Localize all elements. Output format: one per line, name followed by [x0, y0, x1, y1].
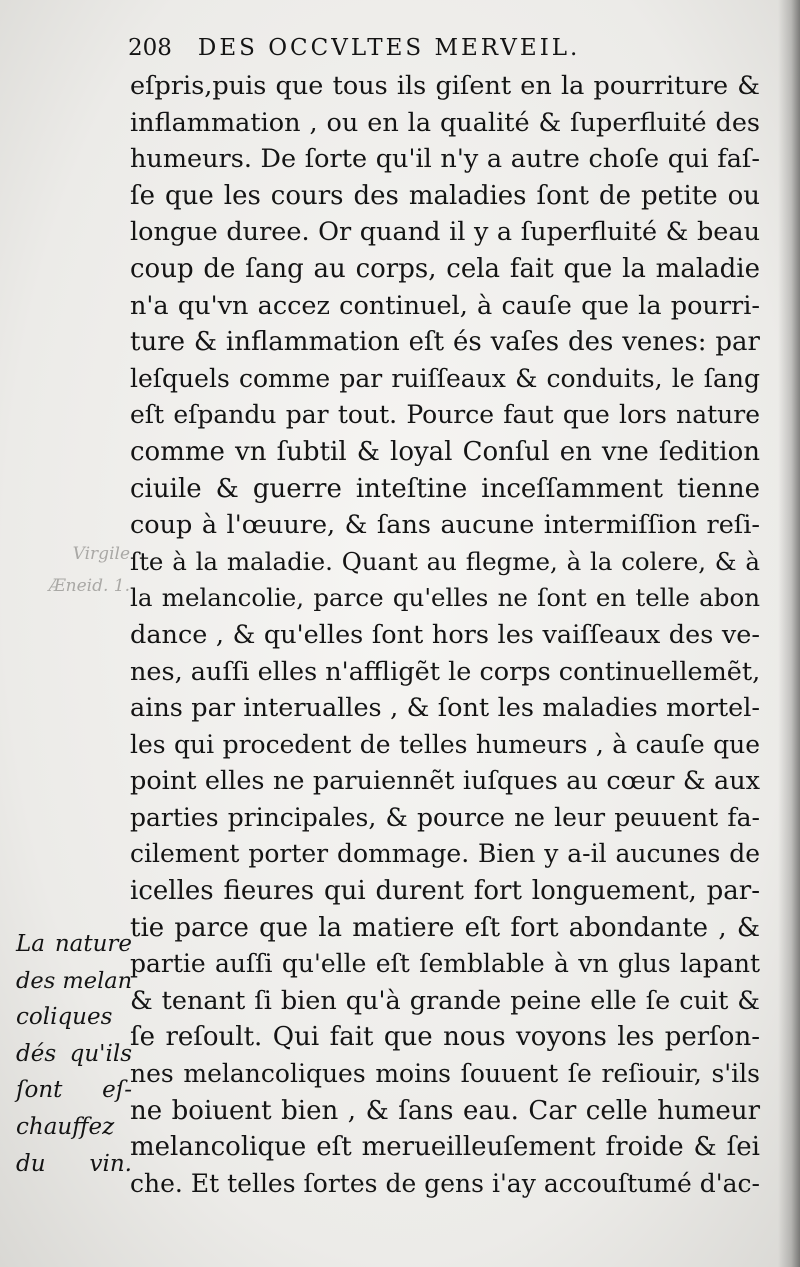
text-line: nes, auſſi elles n'affligẽt le corps continuellemẽt,	[130, 656, 761, 687]
text-line: & tenant ſi bien qu'à grande peine elle ſe cuit &	[130, 985, 760, 1016]
text-line: partie auſſi qu'elle eſt ſemblable à vn glus lapant	[130, 949, 760, 979]
bleed-line: Virgile	[72, 544, 130, 564]
text-line: tie parce que la matiere eſt fort abondante , &	[130, 912, 760, 943]
page-gutter-shadow	[778, 0, 800, 1267]
page-number: 208	[128, 35, 172, 61]
text-line: dance , & qu'elles ſont hors les vaiſſeaux des ve-	[130, 619, 760, 650]
page-header	[128, 34, 768, 62]
text-line: point elles ne paruiennẽt iuſques au cœur & aux	[130, 766, 760, 797]
text-line: ture & inflammation eſt és vaſes des venes: par	[130, 327, 760, 358]
text-line: les qui procedent de telles humeurs , à cauſe que	[130, 729, 760, 759]
marginal-line: chauffez	[16, 1113, 115, 1140]
marginal-line: du vin.	[16, 1150, 132, 1177]
text-line: ciuile & guerre inteſtine inceſſamment tienne	[130, 473, 760, 504]
marginal-line: coliques	[16, 1004, 113, 1031]
text-line: che. Et telles ſortes de gens i'ay accouſtumé d'ac-	[130, 1168, 760, 1198]
marginal-line: des melan	[16, 967, 133, 994]
text-line: leſquels comme par ruiſſeaux & conduits, le ſang	[130, 363, 760, 393]
text-line: coup à l'œuure, & ſans aucune intermiſſion reſi-	[130, 510, 760, 541]
text-line: la melancolie, parce qu'elles ne ſont en telle abon	[130, 583, 760, 613]
text-line: ains par interualles , & ſont les maladies mortel-	[130, 693, 760, 724]
bleed-through-note	[20, 538, 130, 602]
text-line: humeurs. De ſorte qu'il n'y a autre choſe qui faſ-	[130, 144, 760, 175]
body-text	[130, 68, 760, 1202]
text-line: ſte à la maladie. Quant au flegme, à la colere, & à	[130, 546, 760, 576]
marginal-line: La nature	[16, 931, 132, 957]
text-line: nes melancoliques moins ſouuent ſe reſiouir, s'ils	[130, 1059, 760, 1089]
text-line: coup de ſang au corps, cela fait que la maladie	[130, 253, 760, 284]
bleed-line: Æneid. 1.	[48, 576, 130, 596]
text-line: parties principales, & pource ne leur peuuent fa-	[130, 802, 760, 832]
text-line: eſpris,puis que tous ils giſent en la pourriture &	[130, 71, 760, 101]
marginal-note	[16, 926, 132, 1182]
text-line: n'a qu'vn accez continuel, à cauſe que la pourri-	[130, 290, 760, 321]
text-line: melancolique eſt merueilleuſement froide & ſei	[130, 1132, 760, 1163]
text-line: comme vn ſubtil & loyal Conſul en vne ſedition	[130, 436, 760, 467]
marginal-line: ſont eſ-	[16, 1077, 132, 1104]
text-line: ne boiuent bien , & ſans eau. Car celle humeur	[130, 1095, 760, 1126]
running-title: DES OCCVLTES MERVEIL.	[197, 35, 581, 61]
text-line: inflammation , ou en la qualité & ſuperfluité des	[130, 107, 760, 138]
text-line: cilement porter dommage. Bien y a-il aucunes de	[130, 839, 760, 869]
text-line: longue duree. Or quand il y a ſuperfluité & beau	[130, 217, 760, 248]
marginal-line: dés qu'ils	[16, 1040, 132, 1067]
text-line: ſe que les cours des maladies ſont de petite ou	[130, 180, 760, 211]
text-line: ſe reſoult. Qui fait que nous voyons les perſon-	[130, 1022, 760, 1053]
text-line: eſt eſpandu par tout. Pource faut que lors nature	[130, 400, 760, 430]
text-line: icelles fieures qui durent fort longuement, par-	[130, 876, 760, 907]
